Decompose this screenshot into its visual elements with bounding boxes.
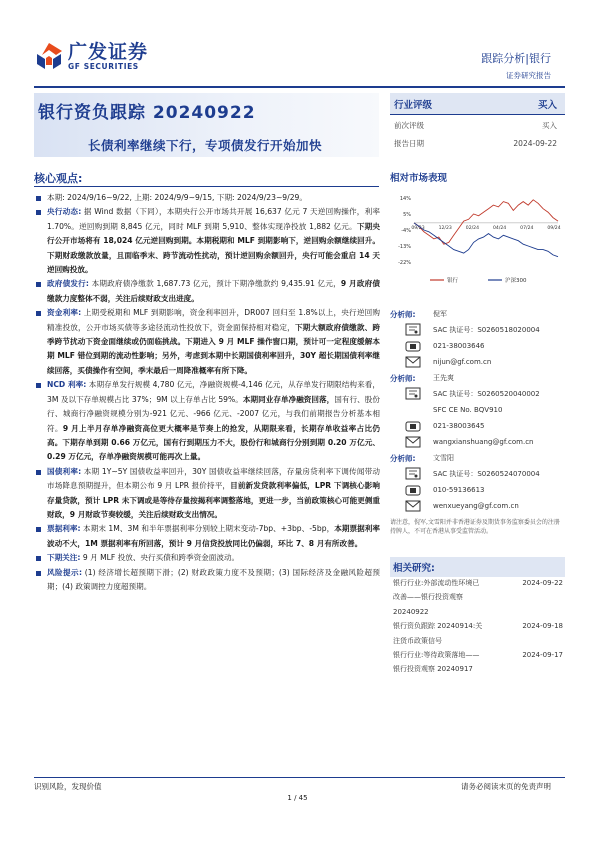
bullet-heading: 国债利率:: [47, 466, 82, 476]
bullet-text: 本期同业存单净融资回落，: [242, 394, 335, 404]
market-performance-heading: 相对市场表现: [390, 173, 448, 184]
bullet-text: 9 月 MLF 投放、央行买债和跨季资金面波动。: [80, 553, 240, 563]
analyst-role-label: 分析师:: [390, 373, 416, 383]
mail-icon: [405, 355, 421, 369]
report-category: [481, 50, 551, 66]
certificate-icon: [405, 323, 421, 337]
report-subtitle: 长债利率继续下行，专项债发行开始加快: [88, 138, 323, 153]
rating-row-label: 前次评级: [394, 121, 424, 130]
rating-box: [390, 93, 565, 151]
x-tick-label: 09/24: [547, 225, 561, 231]
analyst-email[interactable]: wangxianshuang@gf.com.cn: [433, 438, 534, 446]
bullet-text: 上期受税期和 MLF 到期影响，资金利率回升，DR007 回归至 1.8%以上，央行逆回购精准投放，公开市场买债等多途径流动性投放下，资金面保持相对稳定，: [47, 308, 380, 332]
related-research-title-line: 银行行业:外部流动性环境已: [393, 579, 480, 587]
summary-bullet: [34, 522, 380, 551]
y-tick-label: -22%: [398, 260, 411, 266]
summary-bullet: [34, 191, 380, 205]
logo-chinese-text: 广发证券: [68, 40, 149, 63]
analyst-phone: 021-38003645: [433, 422, 485, 430]
mail-icon: [405, 435, 421, 449]
footer-slogan: 识别风险，发现价值: [34, 782, 102, 791]
x-tick-label: 09/23: [411, 225, 425, 231]
analyst-row: [390, 482, 565, 498]
series-line-1: [414, 223, 561, 257]
analyst-info: SAC 执证号：S0260518020004: [433, 326, 540, 334]
related-research-title-line: 注货币政策信号: [393, 636, 442, 645]
summary-bullet: [34, 306, 380, 378]
related-research-date: 2024-09-18: [522, 622, 563, 631]
legend-label: 银行: [447, 278, 459, 284]
logo-english-text: GF SECURITIES: [68, 61, 139, 71]
report-title: 银行资负跟踪 20240922: [38, 103, 256, 123]
bullet-text: 9 月政府债缴款力度整体不弱，关注后续财政支出进度。: [47, 279, 380, 303]
footer-divider: [34, 777, 565, 778]
analyst-info: SAC 执证号：S0260520040002: [433, 390, 540, 398]
related-research-title-line: 银行资负跟踪 20240914:关: [393, 622, 483, 631]
analyst-row: [390, 434, 565, 450]
phone-icon: [405, 483, 421, 497]
analyst-role-label: 分析师:: [390, 309, 416, 319]
bullet-text: 本期存单发行规模 4,780 亿元，净融资规模-4,146 亿元，从存单发行期限结构来看，3M 及以下存单规模占比 37%；9M 以上存单占比 59%。: [47, 380, 380, 404]
bullet-text: 本期: 2024/9/16~9/22, 上期: 2024/9/9~9/15, 下期: 2024/9/23~9/29。: [47, 193, 307, 202]
header-divider: [34, 86, 565, 88]
y-tick-label: -13%: [398, 244, 411, 250]
related-research-title-line: 20240922: [393, 607, 429, 616]
bullet-text: 9 月上半月存单净融资高位更大概率是节奏上的抢发，从期限来看，长期存单收益率占比仍高。下期存单到期 0.66 万亿元，国有行到期压力不大，股份行和城商行分别到期 0.20 万亿元、0.29 万亿元，存单净融资规模可能再次上量。: [47, 423, 380, 462]
y-tick-label: 14%: [399, 196, 411, 202]
footer-disclaimer-note: 请务必阅读末页的免责声明: [461, 782, 551, 791]
x-tick-label: 04/24: [492, 225, 507, 231]
analyst-email[interactable]: wenxueyang@gf.com.cn: [433, 502, 519, 510]
analyst-email[interactable]: nijun@gf.com.cn: [433, 358, 492, 366]
analyst-info: SFC CE No. BQV910: [433, 406, 503, 414]
gf-logo: [34, 38, 148, 74]
analyst-row: [390, 338, 565, 354]
phone-icon: [405, 419, 421, 433]
summary-bullet: [34, 205, 380, 277]
bullet-heading: 政府债发行:: [47, 279, 89, 289]
bullet-text: 目前新发贷款利率偏低，LPR 下调核心影响存量贷款，预计 LPR 未下调或是等待存量按揭利率调整落地，更进一步，当前政策核心可能更侧重财政，9 月财政节奏较缓，关注后续财政支出情况。: [47, 481, 380, 519]
mail-icon: [405, 499, 421, 513]
rating-row-value: 买入: [542, 121, 557, 130]
bullet-text: 国有行、股份行、城商行净融资规模分别为-921 亿元、-966 亿元、-2007 亿元，与我们前期报告分析基本相符。: [47, 394, 380, 433]
x-tick-label: 07/24: [520, 225, 534, 231]
category-label: 跟踪分析|银行: [481, 52, 551, 65]
bullet-text: (1) 经济增长超预期下滑；(2) 财政政策力度不及预期；(3) 国际经济及金融风险超预期；(4) 政策调控力度超预期。: [47, 567, 380, 591]
bullet-text: 本期 1Y~5Y 国债收益率回升，30Y 国债收益率继续回落，存量房贷利率下调传闻带动市场降息预期提升，但本期公布 9 月 LPR 报价持平，: [47, 466, 380, 491]
related-research-item[interactable]: [393, 619, 563, 648]
related-research-item[interactable]: [393, 648, 563, 677]
analyst-info: 倪军: [433, 310, 447, 318]
core-views-heading: 核心观点:: [34, 172, 83, 185]
summary-bullet: [34, 465, 380, 523]
summary-bullet: [34, 551, 380, 565]
analyst-row: [390, 306, 565, 322]
analyst-info: SAC 执证号：S0260524070004: [433, 470, 540, 478]
report-type: 证券研究报告: [506, 71, 551, 80]
analyst-row: [390, 498, 565, 514]
x-tick-label: 12/23: [438, 225, 452, 231]
bullet-heading: 央行动态:: [47, 207, 82, 217]
analyst-row: [390, 450, 565, 466]
bullet-text: 据 Wind 数据（下同），本期央行公开市场共开展 16,637 亿元 7 天逆回购操作，利率 1.70%。逆回购到期 8,845 亿元，同时 MLF 到期 5,910、整体实现净投放 1,882 亿元。: [47, 207, 380, 231]
bullet-text: 本期末 1M、3M 和半年票据利率分别较上期末变动-7bp、+3bp、-5bp，: [80, 524, 335, 534]
bullet-text: 本期政府债净缴款 1,687.73 亿元，预计下期净缴款约 9,435.91 亿元，: [88, 279, 341, 289]
rating-header: [390, 93, 565, 115]
analyst-row: [390, 370, 565, 386]
page-number: 1 / 45: [287, 794, 308, 802]
y-tick-label: 5%: [403, 212, 411, 218]
rating-row-label: 报告日期: [394, 139, 424, 148]
rating-header-label: 行业评级: [394, 99, 433, 111]
bullet-heading: 风险提示:: [47, 567, 82, 577]
related-research-date: 2024-09-17: [522, 651, 563, 660]
bullet-heading: 资金利率:: [47, 308, 82, 318]
related-research-title-line: 银行投资观察 20240917: [393, 665, 473, 674]
related-research-title-line: 改善——银行投资观察: [393, 593, 463, 602]
gf-logo-icon: [34, 41, 64, 71]
bullet-heading: 下期关注:: [47, 553, 81, 563]
related-research-date: 2024-09-22: [522, 579, 563, 587]
related-research-list: [393, 576, 563, 677]
bullet-heading: 票据利率:: [47, 524, 81, 534]
license-disclaimer: 请注意，倪军,文雪阳并非香港证券及期货事务监察委员会的注册持牌人，不可在香港从事受监管活动。: [390, 519, 560, 535]
analyst-row: [390, 402, 565, 418]
summary-bullet: [34, 378, 380, 464]
y-tick-label: -4%: [401, 228, 411, 234]
related-research-title-line: 银行行业:等待政策落地——: [393, 651, 480, 660]
bullet-text: 本期票据利率波动不大，1M 票据利率有所回落，预计 9 月信贷投放同比仍偏弱，环比 7、8 月有所改善。: [47, 524, 381, 548]
summary-bullet: [34, 566, 380, 595]
bullet-heading: NCD 利率:: [47, 380, 87, 390]
analyst-role-label: 分析师:: [390, 453, 416, 463]
x-tick-label: 02/24: [465, 225, 480, 231]
analyst-row: [390, 386, 565, 402]
analyst-row: [390, 418, 565, 434]
related-research-item[interactable]: [393, 576, 563, 619]
analyst-info: 王先爽: [433, 374, 454, 382]
summary-bullet: [34, 277, 380, 306]
analyst-row: [390, 466, 565, 482]
rating-row-date: [390, 133, 565, 151]
rating-header-value: 买入: [537, 99, 557, 111]
certificate-icon: [405, 387, 421, 401]
core-views-body: [34, 191, 380, 594]
legend-label: 沪深300: [505, 278, 527, 284]
series-line-0: [414, 200, 561, 244]
analyst-info: 文雪阳: [433, 454, 454, 462]
related-research-heading: 相关研究:: [390, 557, 565, 577]
rating-row-value: 2024-09-22: [513, 139, 557, 148]
rating-row-previous: [390, 115, 565, 133]
analyst-row: [390, 354, 565, 370]
bullet-text: 下期央行公开市场将有 18,024 亿元逆回购到期。本期税期和 MLF 到期影响下，逆回购余额继续回升。下期财政缴款放量，且面临季末、跨节流动性扰动，预计逆回购余额回升，央行可能会重启 14 天逆回购投放。: [47, 221, 381, 275]
analyst-block: [390, 306, 565, 514]
bullet-text: 下期大额政府债缴款、跨季跨节扰动下资金面继续或仍面临挑战。下期进入 9 月 MLF 操作窗口期，预计可一定程度缓解本期 MLF 错位到期的流动性影响；另外，考虑到本期中长期国债利率回升，30Y 超长期国债利率继续回落，买债操作有空间，季末最后一周降准概率有所下降。: [47, 322, 381, 375]
core-views-divider: [34, 186, 379, 187]
relative-performance-chart: [390, 192, 565, 292]
phone-icon: [405, 339, 421, 353]
analyst-row: [390, 322, 565, 338]
analyst-phone: 021-38003646: [433, 342, 485, 350]
certificate-icon: [405, 467, 421, 481]
analyst-phone: 010-59136613: [433, 486, 485, 494]
